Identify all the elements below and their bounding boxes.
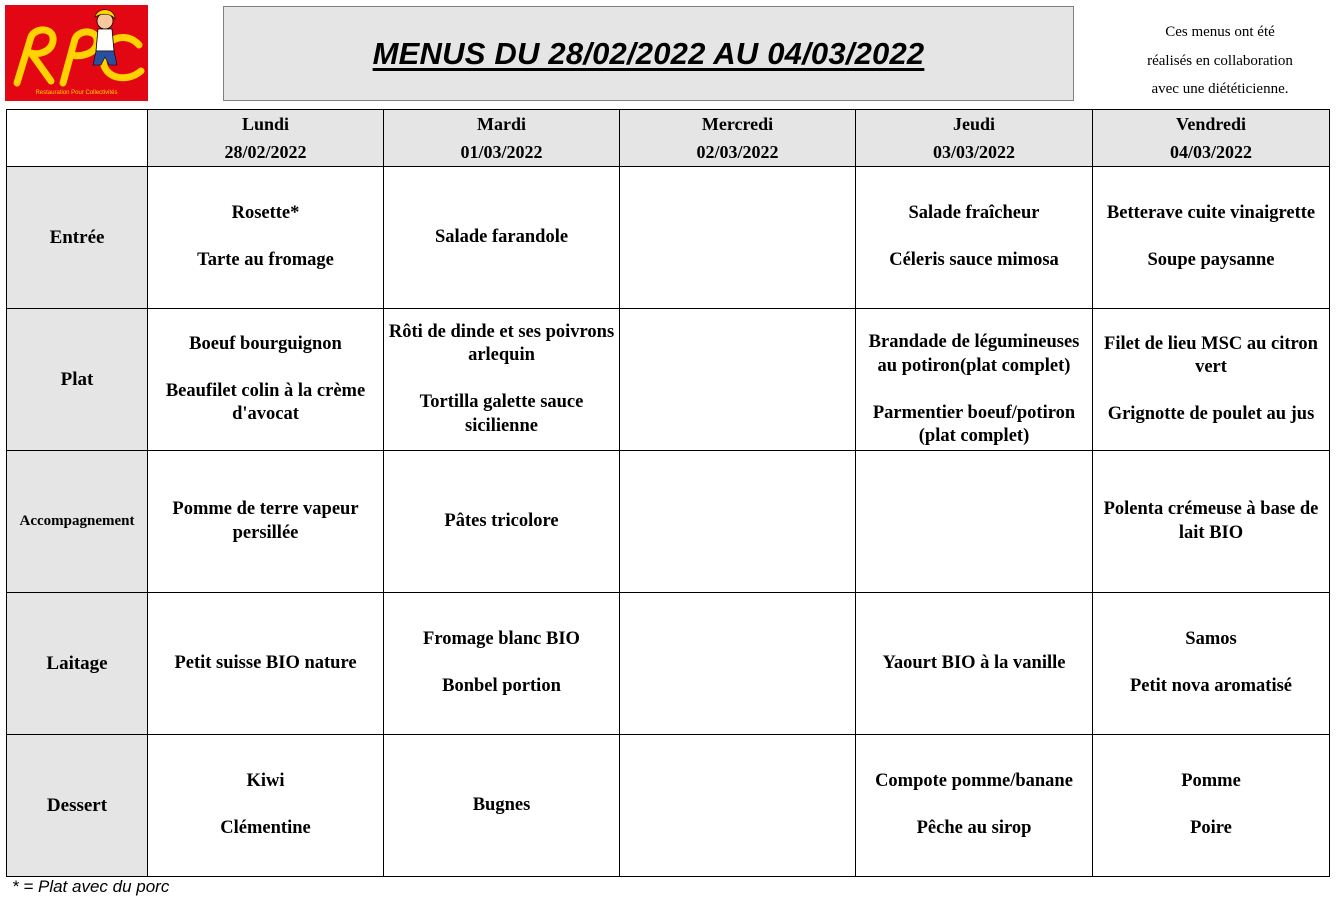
day-name: Jeudi <box>952 114 995 134</box>
rpc-logo <box>5 5 148 101</box>
day-name: Vendredi <box>1175 114 1247 134</box>
day-date: 03/03/2022 <box>932 142 1015 162</box>
logo-subtitle: Restauration Pour Collectivités <box>35 90 118 96</box>
menu-cell-empty <box>856 451 1093 593</box>
dish: Samos <box>1185 629 1237 650</box>
menu-cell <box>1093 735 1330 877</box>
day-header-lundi <box>148 110 384 167</box>
course-row-plat <box>7 309 1330 451</box>
note-line: Ces menus ont été <box>1165 24 1275 40</box>
dish: Betterave cuite vinaigrette <box>1106 203 1316 224</box>
dish: Parmentier boeuf/potiron (plat complet) <box>872 402 1076 446</box>
note-line: avec une diététicienne. <box>1151 81 1289 97</box>
menu-cell <box>148 309 384 451</box>
dish: Pomme de terre vapeur persillée <box>172 499 359 543</box>
menu-cell <box>384 167 620 309</box>
dish: Bugnes <box>472 794 531 815</box>
day-name: Mardi <box>477 114 526 134</box>
dietitian-note <box>1110 18 1330 104</box>
course-label: Laitage <box>7 593 148 735</box>
menu-cell <box>148 451 384 593</box>
day-date: 02/03/2022 <box>696 142 779 162</box>
menu-cell <box>148 735 384 877</box>
dish: Salade farandole <box>434 226 569 247</box>
dish: Boeuf bourguignon <box>189 333 342 354</box>
menu-cell <box>1093 451 1330 593</box>
dish: Rosette* <box>231 203 300 224</box>
title-box <box>223 6 1074 101</box>
course-row-laitage <box>7 593 1330 735</box>
menu-cell <box>856 735 1093 877</box>
logo-graphic <box>5 5 148 101</box>
menu-cell <box>148 167 384 309</box>
dish: Soupe paysanne <box>1147 250 1275 271</box>
menu-cell <box>384 451 620 593</box>
menu-cell-empty <box>620 593 856 735</box>
day-name: Lundi <box>241 114 290 134</box>
dish: Rôti de dinde et ses poivrons arlequin <box>388 321 615 366</box>
menu-cell <box>856 593 1093 735</box>
course-label: Plat <box>7 309 148 451</box>
pork-footnote: * = Plat avec du porc <box>12 877 170 896</box>
day-header-mercredi <box>620 110 856 167</box>
course-row-dessert <box>7 735 1330 877</box>
day-header-mardi <box>384 110 620 167</box>
dish: Compote pomme/banane <box>875 771 1073 792</box>
day-date: 04/03/2022 <box>1169 142 1252 162</box>
menu-cell-empty <box>620 309 856 451</box>
dish: Pomme <box>1181 771 1241 792</box>
dish: Petit nova aromatisé <box>1129 676 1292 697</box>
dish: Petit suisse BIO nature <box>174 652 357 673</box>
dish: Tarte au fromage <box>197 250 334 271</box>
course-row-accompagnement <box>7 451 1330 593</box>
dish: Fromage blanc BIO <box>423 629 580 650</box>
day-header-vendredi <box>1093 110 1330 167</box>
page-title: MENUS DU 28/02/2022 AU 04/03/2022 <box>372 35 925 71</box>
menu-cell-empty <box>620 451 856 593</box>
day-header-row <box>7 110 1330 167</box>
menu-cell-empty <box>620 167 856 309</box>
dish: Salade fraîcheur <box>908 203 1040 224</box>
menu-cell <box>856 167 1093 309</box>
day-header-jeudi <box>856 110 1093 167</box>
day-name: Mercredi <box>701 114 774 134</box>
menu-cell <box>1093 593 1330 735</box>
menu-cell <box>148 593 384 735</box>
dish: Beaufilet colin à la crème d'avocat <box>165 380 366 424</box>
course-row-entree <box>7 167 1330 309</box>
menu-cell <box>1093 167 1330 309</box>
dish: Poire <box>1190 818 1232 839</box>
menu-cell <box>384 735 620 877</box>
course-label: Accompagnement <box>7 451 148 593</box>
menu-cell <box>384 309 620 451</box>
day-date: 28/02/2022 <box>224 142 307 162</box>
course-label: Dessert <box>7 735 148 877</box>
menu-table <box>6 109 1330 877</box>
dish: Filet de lieu MSC au citron vert <box>1104 333 1318 377</box>
corner-cell <box>7 110 148 167</box>
menu-cell <box>856 309 1093 451</box>
note-line: réalisés en collaboration <box>1147 52 1293 69</box>
dish: Tortilla galette sauce sicilienne <box>419 392 584 436</box>
dish: Pâtes tricolore <box>444 510 559 531</box>
dish: Pêche au sirop <box>916 818 1032 839</box>
course-label: Entrée <box>7 167 148 309</box>
dish: Céleris sauce mimosa <box>889 250 1059 271</box>
menu-cell-empty <box>620 735 856 877</box>
dish: Brandade de légumineuses au potiron(plat complet) <box>868 332 1080 376</box>
dish: Grignotte de poulet au jus <box>1107 404 1315 424</box>
menu-cell <box>1093 309 1330 451</box>
dish: Yaourt BIO à la vanille <box>882 652 1066 673</box>
dish: Clémentine <box>220 818 311 839</box>
dish: Bonbel portion <box>442 676 561 697</box>
dish: Kiwi <box>246 771 285 792</box>
dish: Polenta crémeuse à base de lait BIO <box>1103 499 1319 543</box>
day-date: 01/03/2022 <box>460 142 543 162</box>
menu-cell <box>384 593 620 735</box>
